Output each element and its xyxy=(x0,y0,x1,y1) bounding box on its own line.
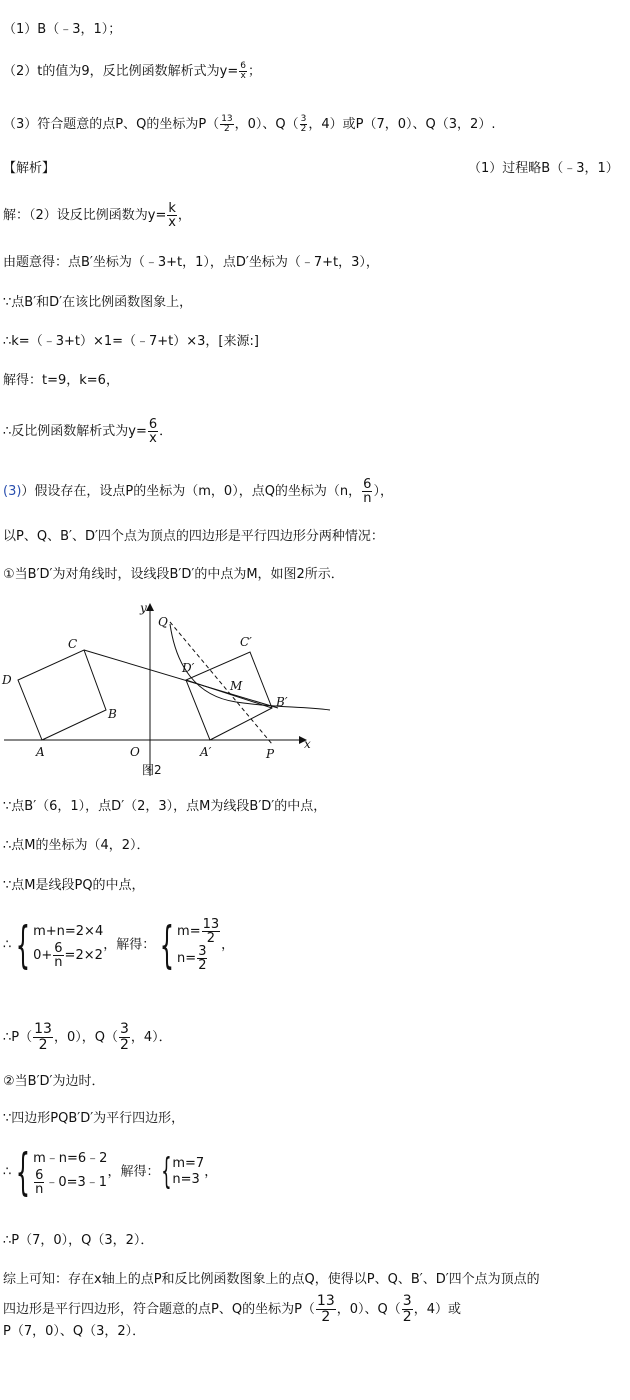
fraction-den: x xyxy=(168,215,176,230)
text: =2×2 xyxy=(64,947,103,963)
text: ，4）或 xyxy=(413,1302,461,1317)
fraction xyxy=(220,115,233,134)
analysis-line-5: 解得：t=9，k=6， xyxy=(3,373,119,388)
analysis-line-2: 由题意得：点B′坐标为（﹣3+t，1），点D′坐标为（﹣7+t，3）， xyxy=(3,255,379,270)
answer-3-mid: ，0）、Q（ xyxy=(234,117,299,132)
analysis-header: 【解析】 xyxy=(3,161,56,176)
summary-line-2 xyxy=(3,1294,461,1325)
label-b: B xyxy=(108,707,117,721)
analysis-line-3: ∵点B′和D′在该比例函数图象上， xyxy=(3,295,193,310)
fraction-den: x xyxy=(149,431,157,446)
text: ， xyxy=(177,208,191,223)
label-c: C xyxy=(68,637,78,651)
fraction xyxy=(33,1022,53,1053)
case1-result xyxy=(3,1022,172,1053)
text: ）， xyxy=(373,484,393,499)
fraction-den: n xyxy=(363,491,372,506)
part-3-label: (3) xyxy=(3,484,22,499)
fraction-den: 2 xyxy=(119,1037,129,1053)
solve-word: ，解得： xyxy=(103,937,156,953)
fraction xyxy=(197,945,207,972)
summary-line-1: 综上可知：存在x轴上的点P和反比例函数图象上的点Q，使得以P、Q、B′、D′四个点为顶点的 xyxy=(3,1272,540,1287)
fraction-num: 13 xyxy=(316,1293,335,1309)
therefore: ∴ xyxy=(3,937,12,953)
fraction-num: 3 xyxy=(119,1021,129,1037)
solution-group xyxy=(177,918,221,972)
equation-2 xyxy=(33,1169,107,1196)
segment-d2-b2 xyxy=(186,680,272,708)
label-a: A xyxy=(36,745,45,759)
fraction-den: n xyxy=(35,1181,44,1197)
fraction xyxy=(402,1294,413,1325)
label-q: Q xyxy=(158,615,168,629)
equation-1: m+n=2×4 xyxy=(33,923,104,939)
fraction-den: 2 xyxy=(300,124,307,134)
text: m= xyxy=(177,924,201,939)
solution-n: n=3 xyxy=(172,1172,200,1187)
text: ，4）． xyxy=(130,1030,172,1045)
fraction-num: 13 xyxy=(34,1021,52,1037)
summary-line-3: P（7，0）、Q（3，2）． xyxy=(3,1324,146,1339)
fraction xyxy=(316,1294,336,1325)
answer-2-end: ； xyxy=(247,64,261,79)
text: ． xyxy=(159,424,173,439)
label-p: P xyxy=(266,747,275,761)
answer-3-text: （3）符合题意的点P、Q的坐标为P（ xyxy=(3,117,220,132)
fraction xyxy=(53,942,63,969)
case1-line-2: ∴点M的坐标为（4，2）． xyxy=(3,838,150,853)
label-y: y xyxy=(140,601,147,615)
fraction-num: 3 xyxy=(198,944,207,959)
case2-line-1: ②当B′D′为边时． xyxy=(3,1074,105,1089)
equation-1: m﹣n=6﹣2 xyxy=(33,1150,108,1166)
text: 四边形是平行四边形，符合题意的点P、Q的坐标为P（ xyxy=(3,1302,315,1317)
fraction-den: 2 xyxy=(38,1037,48,1053)
fraction-den: 2 xyxy=(206,931,216,946)
left-brace: { xyxy=(16,916,31,974)
fraction-num: 6 xyxy=(148,417,158,432)
figure-2 xyxy=(0,596,340,782)
text: ，0），Q（ xyxy=(53,1030,118,1045)
solution-m: m=7 xyxy=(172,1156,205,1171)
fraction-num: 13 xyxy=(221,114,233,124)
answer-2-text: （2）t的值为9，反比例函数解析式为y= xyxy=(3,64,239,79)
fraction-den: x xyxy=(240,71,246,81)
answer-3 xyxy=(3,115,495,134)
fraction-num: 3 xyxy=(300,114,307,124)
label-a2: A′ xyxy=(200,745,212,759)
fraction xyxy=(34,1169,44,1196)
case2-system xyxy=(3,1143,218,1201)
text: ，0）、Q（ xyxy=(336,1302,401,1317)
label-d2: D′ xyxy=(182,661,195,675)
fraction-num: 6 xyxy=(54,940,63,956)
case1-system xyxy=(3,918,234,972)
therefore: ∴ xyxy=(3,1164,12,1180)
fraction-den: n xyxy=(54,954,63,970)
fraction-num: 6 xyxy=(363,477,372,492)
square-abcd xyxy=(18,650,106,740)
text: ）假设存在，设点P的坐标为（m，0），点Q的坐标为（n， xyxy=(21,484,362,499)
label-x: x xyxy=(304,737,311,751)
analysis-line-7 xyxy=(3,478,393,505)
label-m: M xyxy=(230,679,243,693)
text: ﹣0=3﹣1 xyxy=(45,1174,108,1190)
fraction xyxy=(167,202,177,229)
fraction-den: 2 xyxy=(321,1309,331,1325)
text: 0+ xyxy=(33,947,53,963)
case2-result: ∴P（7，0），Q（3，2）． xyxy=(3,1233,154,1248)
analysis-line-9: ①当B′D′为对角线时，设线段B′D′的中点为M，如图2所示． xyxy=(3,567,344,582)
fraction xyxy=(202,918,221,945)
fraction-num: 6 xyxy=(240,61,246,71)
answer-3-end: ，4）或P（7，0）、Q（3，2）. xyxy=(308,117,496,132)
text: ∴P（ xyxy=(3,1030,33,1045)
answer-1: （1）B（﹣3，1）； xyxy=(3,22,122,37)
fraction xyxy=(362,478,372,505)
left-brace: { xyxy=(161,1151,173,1192)
line-c-b2 xyxy=(84,650,278,708)
equation-group xyxy=(33,922,103,969)
analysis-part1: （1）过程略B（﹣3，1） xyxy=(468,161,619,176)
solution-m xyxy=(177,918,221,945)
fraction-den: 2 xyxy=(224,124,230,134)
figure-caption: 图2 xyxy=(142,763,162,777)
analysis-line-8: 以P、Q、B′、D′四个点为顶点的四边形是平行四边形分两种情况： xyxy=(3,529,384,544)
left-brace: { xyxy=(16,1143,31,1201)
case1-line-1: ∵点B′（6，1），点D′（2，3），点M为线段B′D′的中点， xyxy=(3,799,327,814)
solution-n xyxy=(177,945,221,972)
equation-group xyxy=(33,1149,107,1196)
fraction-den: 2 xyxy=(402,1309,412,1325)
solve-word: ，解得： xyxy=(107,1164,160,1180)
fraction xyxy=(239,62,247,81)
fraction-num: 3 xyxy=(402,1293,412,1309)
analysis-line-4: ∴k=（﹣3+t）×1=（﹣7+t）×3，[来源:] xyxy=(3,334,259,349)
label-c2: C′ xyxy=(240,635,252,649)
text: 解：（2）设反比例函数为y= xyxy=(3,208,167,223)
fraction-num: 13 xyxy=(202,917,220,932)
solution-group xyxy=(172,1156,204,1188)
fraction-num: k xyxy=(168,201,176,216)
label-d: D xyxy=(2,673,12,687)
label-o: O xyxy=(130,745,140,759)
fraction-num: 6 xyxy=(35,1167,44,1183)
analysis-line-1 xyxy=(3,202,191,229)
left-brace: { xyxy=(159,916,175,974)
analysis-line-6 xyxy=(3,418,172,445)
answer-2 xyxy=(3,62,261,81)
equation-2 xyxy=(33,942,103,969)
case1-line-3: ∵点M是线段PQ的中点， xyxy=(3,878,145,893)
case2-line-2: ∵四边形PQB′D′为平行四边形， xyxy=(3,1111,185,1126)
label-b2: B′ xyxy=(276,695,288,709)
square-a2b2c2d2 xyxy=(186,652,272,740)
fraction xyxy=(148,418,158,445)
text: n= xyxy=(177,951,197,966)
text: ∴反比例函数解析式为y= xyxy=(3,424,147,439)
text: ， xyxy=(221,937,235,953)
fraction xyxy=(119,1022,130,1053)
fraction xyxy=(300,115,308,134)
text: ， xyxy=(204,1164,218,1180)
fraction-den: 2 xyxy=(198,958,207,973)
dashed-q-p xyxy=(170,622,272,744)
